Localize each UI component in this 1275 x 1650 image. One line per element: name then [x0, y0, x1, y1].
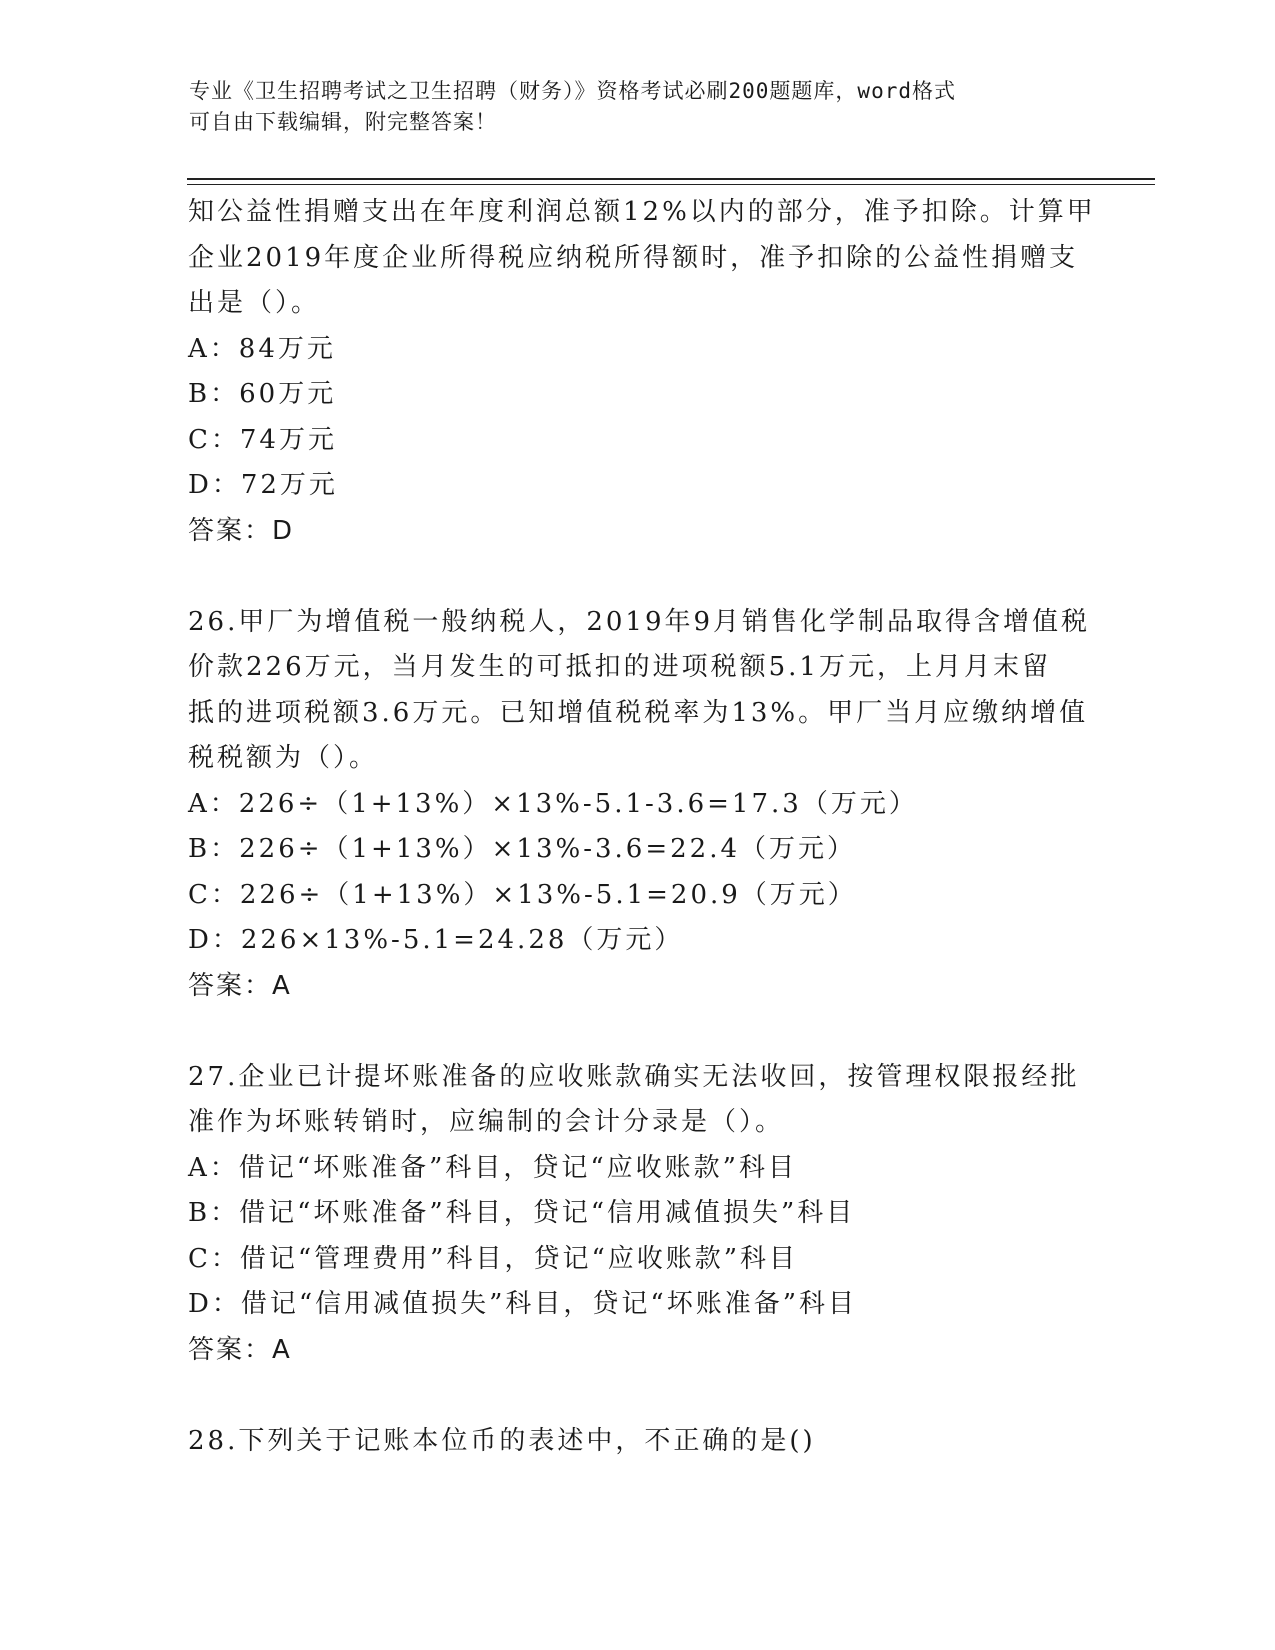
option-b: B：借记“坏账准备”科目，贷记“信用减值损失”科目	[188, 1198, 856, 1228]
option-d: D：72万元	[188, 470, 338, 500]
question-text-line: 抵的进项税额3.6万元。已知增值税税率为13%。甲厂当月应缴纳增值	[188, 697, 1089, 728]
option-c: C：借记“管理费用”科目，贷记“应收账款”科目	[188, 1243, 799, 1274]
spacer	[188, 1373, 1088, 1419]
option-c: C：226÷（1+13%）×13%-5.1=20.9（万元）	[188, 879, 857, 910]
header-divider-thick	[187, 178, 1155, 180]
question-text-line: 26.甲厂为增值税一般纳税人，2019年9月销售化学制品取得含增值税	[188, 606, 1091, 637]
question-text-line: 准作为坏账转销时，应编制的会计分录是（）。	[188, 1107, 785, 1137]
question-26	[188, 600, 1091, 1010]
page-header	[189, 76, 1069, 138]
spacer	[188, 1009, 1088, 1055]
header-line-1: 专业《卫生招聘考试之卫生招聘（财务）》资格考试必刷200题题库，word格式	[189, 79, 956, 103]
question-28	[188, 1419, 1088, 1465]
option-d: D：借记“信用减值损失”科目，贷记“坏账准备”科目	[188, 1289, 858, 1319]
question-text-line: 知公益性捐赠支出在年度利润总额12%以内的部分，准予扣除。计算甲	[188, 197, 1096, 227]
question-25-continued	[188, 190, 1096, 554]
option-d: D：226×13%-5.1=24.28（万元）	[188, 925, 684, 955]
question-27	[188, 1055, 1088, 1374]
answer-line: 答案：D	[188, 515, 295, 546]
option-a: A：84万元	[188, 333, 336, 364]
question-text-line: 出是（）。	[188, 288, 321, 318]
option-b: B：60万元	[188, 379, 337, 409]
question-text-line: 企业2019年度企业所得税应纳税所得额时，准予扣除的公益性捐赠支	[188, 242, 1079, 273]
header-line-2: 可自由下载编辑，附完整答案！	[189, 110, 497, 134]
question-text-line: 28.下列关于记账本位币的表述中，不正确的是()	[188, 1425, 816, 1456]
option-a: A：借记“坏账准备”科目，贷记“应收账款”科目	[188, 1152, 797, 1183]
document-body	[188, 190, 1096, 1464]
option-c: C：74万元	[188, 424, 337, 455]
header-divider-thin	[187, 184, 1155, 185]
spacer	[188, 554, 1088, 600]
answer-line: 答案：A	[188, 970, 292, 1001]
question-text-line: 税税额为（）。	[188, 743, 379, 773]
answer-line: 答案：A	[188, 1334, 292, 1365]
option-a: A：226÷（1+13%）×13%-5.1-3.6=17.3（万元）	[188, 788, 918, 819]
question-text-line: 价款226万元，当月发生的可抵扣的进项税额5.1万元，上月月末留	[188, 652, 1051, 682]
question-text-line: 27.企业已计提坏账准备的应收账款确实无法收回，按管理权限报经批	[188, 1061, 1080, 1092]
option-b: B：226÷（1+13%）×13%-3.6=22.4（万元）	[188, 834, 857, 864]
